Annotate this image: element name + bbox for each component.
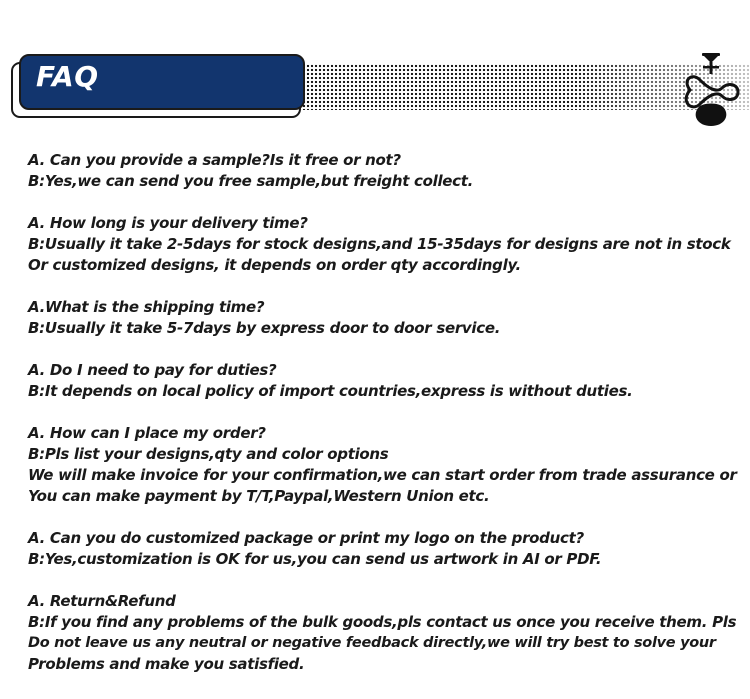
faq-answer-line: B:If you find any problems of the bulk goods,pls contact us once you receive them. Pls xyxy=(28,613,737,631)
faq-item xyxy=(28,297,738,339)
faq-answer-line: B:It depends on local policy of import countries,express is without duties. xyxy=(28,382,633,400)
faq-answer-line: B:Usually it take 2-5days for stock designs,and 15-35days for designs are not in stock xyxy=(28,235,731,253)
faq-header xyxy=(0,0,750,140)
faq-question: A. Return&Refund xyxy=(28,592,176,610)
faq-answer-line: Do not leave us any neutral or negative feedback directly,we will try best to solve your xyxy=(28,635,716,651)
faq-list xyxy=(28,150,738,696)
faq-item xyxy=(28,150,738,192)
page-title: FAQ xyxy=(36,60,99,93)
faq-answer-line: You can make payment by T/T,Paypal,Western Union etc. xyxy=(28,487,490,505)
faq-question: A. How long is your delivery time? xyxy=(28,214,308,232)
faq-item xyxy=(28,360,738,402)
faq-question: A. Can you do customized package or print my logo on the product? xyxy=(28,529,584,547)
faq-answer-line: Problems and make you satisfied. xyxy=(28,655,305,673)
faq-question: A.What is the shipping time? xyxy=(28,298,265,316)
faq-item xyxy=(28,213,738,276)
faq-answer-line: We will make invoice for your confirmation,we can start order from trade assurance or xyxy=(28,466,737,484)
hookah-logo-icon xyxy=(678,50,744,130)
faq-answer-line: B:Yes,we can send you free sample,but freight collect. xyxy=(28,172,474,190)
faq-answer-line: B:Usually it take 5-7days by express door to door service. xyxy=(28,319,501,337)
faq-item xyxy=(28,528,738,570)
faq-question: A. How can I place my order? xyxy=(28,424,266,442)
faq-item xyxy=(28,423,738,507)
faq-item xyxy=(28,591,738,675)
faq-question: A. Can you provide a sample?Is it free or not? xyxy=(28,151,401,169)
faq-answer-line: B:Pls list your designs,qty and color options xyxy=(28,445,389,463)
faq-answer-line: Or customized designs, it depends on order qty accordingly. xyxy=(28,256,521,274)
faq-answer-line: B:Yes,customization is OK for us,you can send us artwork in AI or PDF. xyxy=(28,550,602,568)
faq-question: A. Do I need to pay for duties? xyxy=(28,361,277,379)
